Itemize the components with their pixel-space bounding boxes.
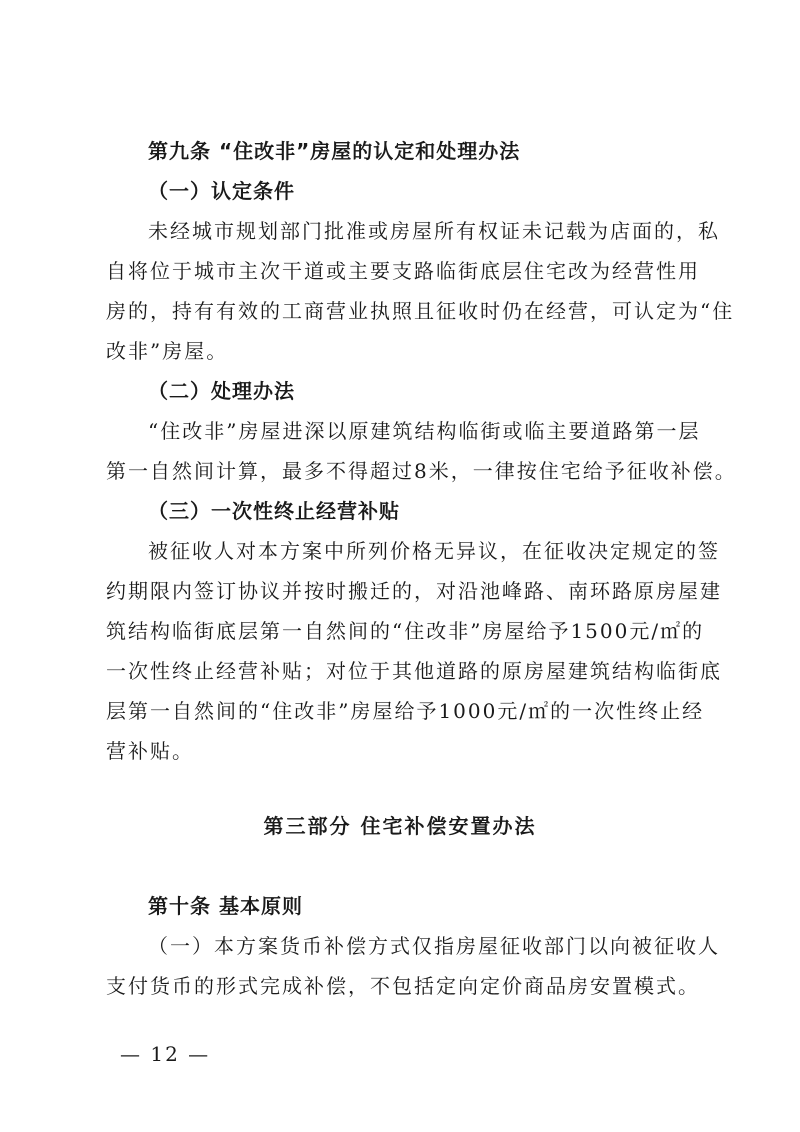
paragraph-line: （一）本方案货币补偿方式仅指房屋征收部门以向被征收人 <box>148 934 720 958</box>
paragraph-line: 约期限内签订协议并按时搬迁的，对沿池峰路、南环路原房屋建 <box>106 579 722 603</box>
paragraph-line: 营补贴。 <box>106 739 194 763</box>
section-1-heading: （一）认定条件 <box>148 179 295 203</box>
article-9-title: 第九条 “住改非”房屋的认定和处理办法 <box>148 139 521 163</box>
paragraph-line: 未经城市规划部门批准或房屋所有权证未记载为店面的，私 <box>148 219 720 243</box>
paragraph-line: 改非”房屋。 <box>106 339 229 363</box>
paragraph-line: 支付货币的形式完成补偿，不包括定向定价商品房安置模式。 <box>106 974 700 998</box>
paragraph-line: 房的，持有有效的工商营业执照且征收时仍在经营，可认定为“住 <box>106 299 735 323</box>
section-3-heading: （三）一次性终止经营补贴 <box>148 499 400 523</box>
section-2-heading: （二）处理办法 <box>148 379 295 403</box>
paragraph-line: 第一自然间计算，最多不得超过8米，一律按住宅给予征收补偿。 <box>106 459 737 483</box>
page-number: — 12 — <box>120 1042 211 1066</box>
paragraph-line: 自将位于城市主次干道或主要支路临街底层住宅改为经营性用 <box>106 259 700 283</box>
paragraph-line: 筑结构临街底层第一自然间的“住改非”房屋给予1500元/㎡的 <box>106 619 705 643</box>
part-3-title: 第三部分 住宅补偿安置办法 <box>263 814 537 838</box>
article-10-title: 第十条 基本原则 <box>148 894 303 918</box>
paragraph-line: “住改非”房屋进深以原建筑结构临街或临主要道路第一层 <box>148 419 701 443</box>
paragraph-line: 被征收人对本方案中所列价格无异议，在征收决定规定的签 <box>148 539 720 563</box>
paragraph-line: 一次性终止经营补贴；对位于其他道路的原房屋建筑结构临街底 <box>106 659 722 683</box>
paragraph-line: 层第一自然间的“住改非”房屋给予1000元/㎡的一次性终止经 <box>106 699 705 723</box>
